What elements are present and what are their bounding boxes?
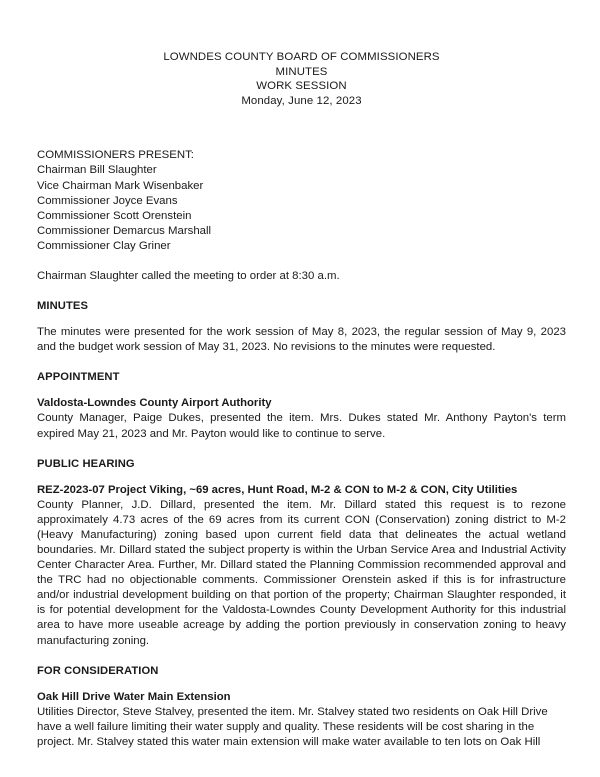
header-line-organization: LOWNDES COUNTY BOARD OF COMMISSIONERS — [163, 51, 440, 63]
call-to-order-text: Chairman Slaughter called the meeting to order at 8:30 a.m. — [37, 270, 340, 283]
header-line-session-type: WORK SESSION — [256, 80, 347, 93]
section-heading-public-hearing: PUBLIC HEARING — [37, 457, 135, 470]
spacer-minutes-body — [37, 314, 566, 325]
section-heading-appointment: APPOINTMENT — [37, 371, 120, 384]
spacer-before-public-hearing — [37, 442, 566, 457]
section-heading-for-consideration: FOR CONSIDERATION — [37, 664, 159, 677]
commissioners-present-label: COMMISSIONERS PRESENT: — [37, 149, 194, 162]
item-body-rez-2023-07: County Planner, J.D. Dillard, presented the item. Mr. Dillard stated this request is to rezone approximately 4.73 acres of the 69 acres from its current CON (Conservation) zoning district to M-2 (Heavy Manufacturing) zoning based upon current field data that delineates the actual wetland boundaries. Mr. Dillard stated the subject property is within the Urban Service Area and Industrial Activity Center Character Area. Further, Mr. Dillard stated the Planning Commission recommended approval and the TRC had no objectionable comments. Commissioner Orenstein asked if this is for infrastructure and/or industrial development building on that portion of the property; Chairman Slaughter responded, it is for potential development for the Valdosta-Lowndes County Development Authority for this industrial area to have more useable acreage by adding the portion previously in conservation zoning to heavy manufacturing zoning. — [37, 498, 566, 647]
roster-item-commissioner-evans: Commissioner Joyce Evans — [37, 194, 178, 207]
commissioners-present-block — [37, 148, 566, 254]
header-line-date: Monday, June 12, 2023 — [241, 94, 362, 107]
section-heading-minutes: MINUTES — [37, 300, 89, 313]
roster-item-commissioner-marshall: Commissioner Demarcus Marshall — [37, 224, 212, 237]
item-heading-airport-authority: Valdosta-Lowndes County Airport Authority — [37, 397, 272, 410]
spacer-before-minutes — [37, 284, 566, 299]
roster-item-commissioner-griner: Commissioner Clay Griner — [37, 239, 171, 252]
roster-item-commissioner-orenstein: Commissioner Scott Orenstein — [37, 209, 192, 222]
roster-item-vice-chairman: Vice Chairman Mark Wisenbaker — [37, 179, 204, 192]
document-header — [37, 50, 566, 108]
item-body-airport-authority: County Manager, Paige Dukes, presented the item. Mrs. Dukes stated Mr. Anthony Payton's term expired May 21, 2023 and Mr. Payton would like to continue to serve. — [37, 412, 566, 440]
spacer-appointment-item — [37, 385, 566, 396]
section-body-minutes: The minutes were presented for the work session of May 8, 2023, the regular session of May 9, 2023 and the budget work session of May 31, 2023. No revisions to the minutes were requested. — [37, 326, 566, 354]
roster-item-chairman: Chairman Bill Slaughter — [37, 164, 157, 177]
spacer-for-consideration-item — [37, 679, 566, 690]
header-line-doctype: MINUTES — [275, 65, 328, 78]
item-heading-oak-hill-water-main: Oak Hill Drive Water Main Extension — [37, 690, 231, 703]
spacer-after-header — [37, 108, 566, 148]
spacer-before-appointment — [37, 355, 566, 370]
spacer-before-call-to-order — [37, 254, 566, 269]
item-heading-rez-2023-07: REZ-2023-07 Project Viking, ~69 acres, Hunt Road, M-2 & CON to M-2 & CON, City Utilities — [37, 483, 518, 496]
spacer-public-hearing-item — [37, 472, 566, 483]
item-body-oak-hill-water-main: Utilities Director, Steve Stalvey, presented the item. Mr. Stalvey stated two residents on Oak Hill Drive have a well failure limiting their water supply and quality. These residents will be cost sharing in the project. Mr. Stalvey stated this water main extension will make water available to ten lots on Oak Hill — [37, 705, 548, 748]
spacer-before-for-consideration — [37, 649, 566, 664]
